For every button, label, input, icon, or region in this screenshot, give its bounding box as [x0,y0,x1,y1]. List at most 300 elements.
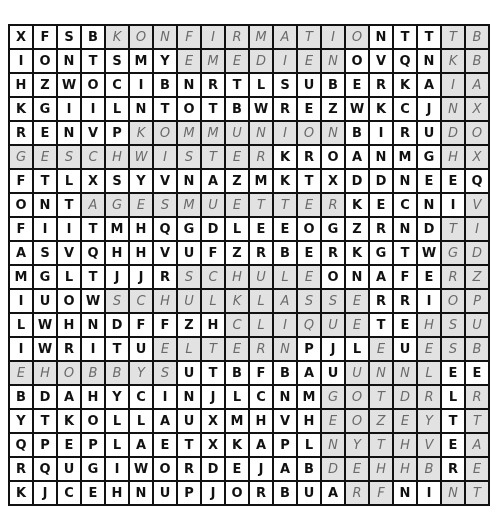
grid-cell[interactable]: S [442,314,466,338]
grid-cell[interactable]: E [370,338,394,362]
grid-cell[interactable]: U [58,458,82,482]
grid-cell[interactable]: N [322,50,346,74]
grid-cell[interactable]: N [370,26,394,50]
grid-cell[interactable]: F [202,242,226,266]
grid-cell[interactable]: G [370,242,394,266]
grid-cell[interactable]: B [346,122,370,146]
grid-cell[interactable]: A [82,194,106,218]
grid-cell[interactable]: I [274,50,298,74]
grid-cell[interactable]: I [418,482,442,506]
grid-cell[interactable]: N [346,266,370,290]
grid-cell[interactable]: H [442,146,466,170]
grid-cell[interactable]: E [418,266,442,290]
grid-cell[interactable]: N [394,170,418,194]
grid-cell[interactable]: U [226,122,250,146]
grid-cell[interactable]: T [394,242,418,266]
grid-cell[interactable]: I [418,290,442,314]
grid-cell[interactable]: E [466,362,490,386]
grid-cell[interactable]: G [322,386,346,410]
grid-cell[interactable]: E [274,218,298,242]
grid-cell[interactable]: O [10,194,34,218]
grid-cell[interactable]: E [226,146,250,170]
grid-cell[interactable]: O [58,290,82,314]
grid-cell[interactable]: H [226,266,250,290]
grid-cell[interactable]: Y [346,434,370,458]
grid-cell[interactable]: B [418,458,442,482]
grid-cell[interactable]: D [202,218,226,242]
grid-cell[interactable]: A [154,410,178,434]
grid-cell[interactable]: K [10,482,34,506]
grid-cell[interactable]: Z [346,218,370,242]
grid-cell[interactable]: M [178,122,202,146]
grid-cell[interactable]: H [106,482,130,506]
grid-cell[interactable]: Q [10,434,34,458]
grid-cell[interactable]: N [418,194,442,218]
grid-cell[interactable]: N [394,362,418,386]
grid-cell[interactable]: E [34,122,58,146]
grid-cell[interactable]: S [34,242,58,266]
grid-cell[interactable]: G [34,98,58,122]
grid-cell[interactable]: Z [370,410,394,434]
grid-cell[interactable]: X [322,170,346,194]
grid-cell[interactable]: R [178,458,202,482]
grid-cell[interactable]: T [370,314,394,338]
grid-cell[interactable]: N [34,194,58,218]
grid-cell[interactable]: Y [130,170,154,194]
grid-cell[interactable]: O [346,26,370,50]
grid-cell[interactable]: E [322,410,346,434]
grid-cell[interactable]: H [154,290,178,314]
grid-cell[interactable]: J [202,386,226,410]
grid-cell[interactable]: U [34,290,58,314]
grid-cell[interactable]: B [466,26,490,50]
grid-cell[interactable]: E [130,194,154,218]
grid-cell[interactable]: P [274,434,298,458]
grid-cell[interactable]: A [322,482,346,506]
grid-cell[interactable]: L [250,290,274,314]
grid-cell[interactable]: T [202,338,226,362]
grid-cell[interactable]: F [370,482,394,506]
grid-cell[interactable]: T [394,26,418,50]
grid-cell[interactable]: H [250,410,274,434]
grid-cell[interactable]: I [370,122,394,146]
grid-cell[interactable]: T [178,434,202,458]
grid-cell[interactable]: S [58,146,82,170]
grid-cell[interactable]: B [154,74,178,98]
grid-cell[interactable]: T [82,218,106,242]
grid-cell[interactable]: G [82,458,106,482]
grid-cell[interactable]: I [10,290,34,314]
grid-cell[interactable]: B [466,338,490,362]
grid-cell[interactable]: T [442,410,466,434]
grid-cell[interactable]: O [346,410,370,434]
grid-cell[interactable]: O [298,218,322,242]
grid-cell[interactable]: H [202,314,226,338]
grid-cell[interactable]: T [34,410,58,434]
grid-cell[interactable]: D [34,386,58,410]
grid-cell[interactable]: E [10,362,34,386]
grid-cell[interactable]: E [346,74,370,98]
grid-cell[interactable]: K [58,410,82,434]
grid-cell[interactable]: S [106,50,130,74]
grid-cell[interactable]: L [442,386,466,410]
grid-cell[interactable]: N [322,434,346,458]
grid-cell[interactable]: R [370,74,394,98]
grid-cell[interactable]: K [274,170,298,194]
grid-cell[interactable]: V [154,170,178,194]
grid-cell[interactable]: X [466,146,490,170]
grid-cell[interactable]: Y [10,410,34,434]
grid-cell[interactable]: L [298,434,322,458]
grid-cell[interactable]: R [10,122,34,146]
grid-cell[interactable]: T [226,74,250,98]
grid-cell[interactable]: M [298,386,322,410]
grid-cell[interactable]: E [226,338,250,362]
grid-cell[interactable]: B [106,362,130,386]
grid-cell[interactable]: C [394,98,418,122]
grid-cell[interactable]: U [298,482,322,506]
grid-cell[interactable]: I [202,26,226,50]
grid-cell[interactable]: L [106,434,130,458]
grid-cell[interactable]: T [202,146,226,170]
grid-cell[interactable]: S [274,74,298,98]
grid-cell[interactable]: D [466,242,490,266]
grid-cell[interactable]: A [298,362,322,386]
grid-cell[interactable]: S [178,266,202,290]
grid-cell[interactable]: Y [130,362,154,386]
grid-cell[interactable]: J [202,482,226,506]
grid-cell[interactable]: B [82,362,106,386]
grid-cell[interactable]: R [298,146,322,170]
grid-cell[interactable]: D [394,386,418,410]
grid-cell[interactable]: A [346,146,370,170]
grid-cell[interactable]: C [82,146,106,170]
grid-cell[interactable]: O [154,122,178,146]
grid-cell[interactable]: O [178,98,202,122]
grid-cell[interactable]: H [418,314,442,338]
grid-cell[interactable]: R [154,266,178,290]
grid-cell[interactable]: V [274,410,298,434]
grid-cell[interactable]: R [250,338,274,362]
grid-cell[interactable]: E [298,266,322,290]
grid-cell[interactable]: H [130,218,154,242]
grid-cell[interactable]: U [298,74,322,98]
grid-cell[interactable]: N [274,338,298,362]
grid-cell[interactable]: O [346,386,370,410]
grid-cell[interactable]: Q [82,242,106,266]
grid-cell[interactable]: A [250,434,274,458]
grid-cell[interactable]: N [442,482,466,506]
grid-cell[interactable]: U [202,194,226,218]
grid-cell[interactable]: V [82,122,106,146]
grid-cell[interactable]: R [250,482,274,506]
grid-cell[interactable]: E [82,482,106,506]
grid-cell[interactable]: R [250,146,274,170]
grid-cell[interactable]: H [394,434,418,458]
grid-cell[interactable]: K [130,122,154,146]
grid-cell[interactable]: U [178,362,202,386]
grid-cell[interactable]: C [130,386,154,410]
grid-cell[interactable]: U [130,338,154,362]
grid-cell[interactable]: T [274,194,298,218]
grid-cell[interactable]: L [58,266,82,290]
grid-cell[interactable]: E [394,314,418,338]
grid-cell[interactable]: N [322,122,346,146]
grid-cell[interactable]: I [82,338,106,362]
grid-cell[interactable]: D [106,314,130,338]
grid-cell[interactable]: X [466,98,490,122]
grid-cell[interactable]: E [418,170,442,194]
grid-cell[interactable]: R [442,458,466,482]
grid-cell[interactable]: N [370,362,394,386]
grid-cell[interactable]: I [154,386,178,410]
grid-cell[interactable]: I [466,218,490,242]
grid-cell[interactable]: L [178,338,202,362]
grid-cell[interactable]: K [370,98,394,122]
grid-cell[interactable]: D [442,122,466,146]
grid-cell[interactable]: T [466,482,490,506]
grid-cell[interactable]: R [10,458,34,482]
grid-cell[interactable]: N [130,98,154,122]
grid-cell[interactable]: N [58,50,82,74]
grid-cell[interactable]: A [130,434,154,458]
grid-cell[interactable]: L [250,74,274,98]
grid-cell[interactable]: W [130,458,154,482]
grid-cell[interactable]: J [106,266,130,290]
grid-cell[interactable]: I [130,74,154,98]
grid-cell[interactable]: E [346,290,370,314]
grid-cell[interactable]: E [442,434,466,458]
grid-cell[interactable]: C [106,74,130,98]
grid-cell[interactable]: S [154,362,178,386]
grid-cell[interactable]: T [58,194,82,218]
grid-cell[interactable]: Z [178,314,202,338]
grid-cell[interactable]: C [226,314,250,338]
grid-cell[interactable]: E [394,410,418,434]
grid-cell[interactable]: W [34,314,58,338]
grid-cell[interactable]: Y [418,410,442,434]
grid-cell[interactable]: S [322,290,346,314]
grid-cell[interactable]: C [58,482,82,506]
grid-cell[interactable]: P [82,434,106,458]
grid-cell[interactable]: O [442,290,466,314]
grid-cell[interactable]: N [178,386,202,410]
grid-cell[interactable]: M [106,218,130,242]
grid-cell[interactable]: S [106,290,130,314]
grid-cell[interactable]: T [298,26,322,50]
grid-cell[interactable]: M [394,146,418,170]
grid-cell[interactable]: E [298,98,322,122]
grid-cell[interactable]: G [418,146,442,170]
grid-cell[interactable]: O [82,74,106,98]
grid-cell[interactable]: E [418,338,442,362]
grid-cell[interactable]: S [106,170,130,194]
grid-cell[interactable]: R [226,26,250,50]
grid-cell[interactable]: I [106,458,130,482]
grid-cell[interactable]: O [466,122,490,146]
grid-cell[interactable]: C [202,266,226,290]
grid-cell[interactable]: Z [322,98,346,122]
grid-cell[interactable]: N [178,74,202,98]
grid-cell[interactable]: R [394,290,418,314]
grid-cell[interactable]: U [178,290,202,314]
grid-cell[interactable]: J [322,338,346,362]
grid-cell[interactable]: T [154,98,178,122]
grid-cell[interactable]: B [274,242,298,266]
grid-cell[interactable]: F [130,314,154,338]
grid-cell[interactable]: X [202,410,226,434]
grid-cell[interactable]: I [442,74,466,98]
grid-cell[interactable]: W [82,290,106,314]
grid-cell[interactable]: F [154,314,178,338]
grid-cell[interactable]: I [154,146,178,170]
grid-cell[interactable]: H [394,458,418,482]
grid-cell[interactable]: I [442,194,466,218]
grid-cell[interactable]: N [370,146,394,170]
grid-cell[interactable]: I [10,338,34,362]
grid-cell[interactable]: B [274,482,298,506]
grid-cell[interactable]: R [466,386,490,410]
grid-cell[interactable]: I [10,50,34,74]
grid-cell[interactable]: Z [226,242,250,266]
grid-cell[interactable]: H [82,386,106,410]
grid-cell[interactable]: K [10,98,34,122]
grid-cell[interactable]: D [370,170,394,194]
grid-cell[interactable]: A [466,434,490,458]
grid-cell[interactable]: F [250,362,274,386]
grid-cell[interactable]: H [58,314,82,338]
grid-cell[interactable]: N [442,98,466,122]
grid-cell[interactable]: B [226,362,250,386]
grid-cell[interactable]: U [346,362,370,386]
grid-cell[interactable]: T [106,338,130,362]
grid-cell[interactable]: B [466,50,490,74]
grid-cell[interactable]: M [250,170,274,194]
grid-cell[interactable]: U [466,314,490,338]
grid-cell[interactable]: R [322,242,346,266]
grid-cell[interactable]: T [442,26,466,50]
grid-cell[interactable]: K [226,434,250,458]
grid-cell[interactable]: T [202,362,226,386]
grid-cell[interactable]: X [202,434,226,458]
grid-cell[interactable]: E [442,170,466,194]
grid-cell[interactable]: G [322,218,346,242]
grid-cell[interactable]: A [274,26,298,50]
grid-cell[interactable]: U [178,410,202,434]
grid-cell[interactable]: U [394,338,418,362]
grid-cell[interactable]: H [34,362,58,386]
grid-cell[interactable]: D [250,50,274,74]
grid-cell[interactable]: A [418,74,442,98]
grid-cell[interactable]: U [418,122,442,146]
grid-cell[interactable]: P [466,290,490,314]
grid-cell[interactable]: M [130,50,154,74]
grid-cell[interactable]: T [82,266,106,290]
grid-cell[interactable]: R [370,218,394,242]
grid-cell[interactable]: Y [154,50,178,74]
grid-cell[interactable]: R [202,74,226,98]
grid-cell[interactable]: B [298,458,322,482]
grid-cell[interactable]: R [250,242,274,266]
grid-cell[interactable]: E [346,314,370,338]
grid-cell[interactable]: A [466,74,490,98]
grid-cell[interactable]: L [274,266,298,290]
grid-cell[interactable]: U [322,362,346,386]
grid-cell[interactable]: A [58,386,82,410]
grid-cell[interactable]: P [34,434,58,458]
grid-cell[interactable]: P [178,482,202,506]
grid-cell[interactable]: C [394,194,418,218]
grid-cell[interactable]: U [154,482,178,506]
grid-cell[interactable]: T [370,386,394,410]
grid-cell[interactable]: E [346,458,370,482]
grid-cell[interactable]: R [274,98,298,122]
grid-cell[interactable]: K [394,74,418,98]
grid-cell[interactable]: O [322,146,346,170]
grid-cell[interactable]: L [130,410,154,434]
grid-cell[interactable]: D [346,170,370,194]
grid-cell[interactable]: W [58,74,82,98]
grid-cell[interactable]: Z [34,74,58,98]
grid-cell[interactable]: T [298,170,322,194]
grid-cell[interactable]: I [274,314,298,338]
grid-cell[interactable]: N [274,386,298,410]
grid-cell[interactable]: U [178,242,202,266]
grid-cell[interactable]: K [226,290,250,314]
grid-cell[interactable]: A [370,266,394,290]
grid-cell[interactable]: C [250,386,274,410]
grid-cell[interactable]: K [346,242,370,266]
grid-cell[interactable]: O [322,266,346,290]
grid-cell[interactable]: D [202,458,226,482]
grid-cell[interactable]: E [58,434,82,458]
grid-cell[interactable]: U [322,314,346,338]
grid-cell[interactable]: I [274,122,298,146]
grid-cell[interactable]: L [10,314,34,338]
grid-cell[interactable]: W [34,338,58,362]
grid-cell[interactable]: N [58,122,82,146]
grid-cell[interactable]: N [130,482,154,506]
grid-cell[interactable]: T [466,410,490,434]
grid-cell[interactable]: B [226,98,250,122]
grid-cell[interactable]: T [442,218,466,242]
grid-cell[interactable]: O [130,26,154,50]
grid-cell[interactable]: R [322,194,346,218]
grid-cell[interactable]: L [106,98,130,122]
grid-cell[interactable]: B [322,74,346,98]
grid-cell[interactable]: M [226,410,250,434]
grid-cell[interactable]: L [202,290,226,314]
grid-cell[interactable]: L [58,170,82,194]
grid-cell[interactable]: L [106,410,130,434]
grid-cell[interactable]: L [226,386,250,410]
grid-cell[interactable]: E [466,458,490,482]
grid-cell[interactable]: A [274,290,298,314]
grid-cell[interactable]: W [418,242,442,266]
grid-cell[interactable]: B [82,26,106,50]
grid-cell[interactable]: L [346,338,370,362]
grid-cell[interactable]: L [250,314,274,338]
grid-cell[interactable]: T [370,434,394,458]
grid-cell[interactable]: I [322,26,346,50]
grid-cell[interactable]: V [58,242,82,266]
grid-cell[interactable]: I [58,218,82,242]
grid-cell[interactable]: G [34,266,58,290]
grid-cell[interactable]: J [250,458,274,482]
grid-cell[interactable]: S [442,338,466,362]
grid-cell[interactable]: W [346,98,370,122]
grid-cell[interactable]: K [106,26,130,50]
